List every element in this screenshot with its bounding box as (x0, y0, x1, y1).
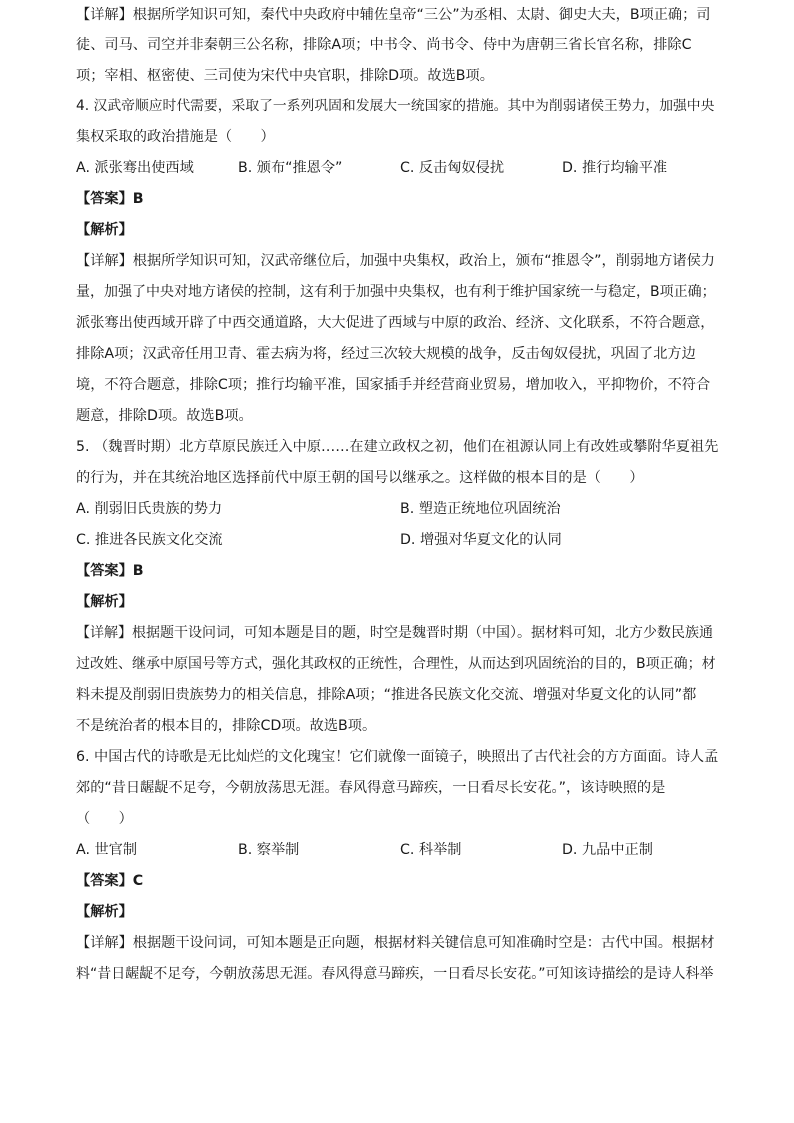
option-b: B. 察举制 (238, 842, 300, 858)
question-5-stem: 5. （魏晋时期）北方草原民族迁入中原……在建立政权之初，他们在祖源认同上有改姓或攀附华夏祖先 (76, 439, 719, 455)
option-c: C. 推进各民族文化交流 (76, 532, 223, 548)
answer-label: 【答案】B (76, 563, 144, 579)
text-line: 徒、司马、司空并非秦朝三公名称，排除A项；中书令、尚书令、侍中为唐朝三省长官名称，排除C (76, 37, 692, 53)
text-line: 【详解】根据题干设问词，可知本题是目的题，时空是魏晋时期（中国）。据材料可知，北方少数民族通 (76, 625, 713, 641)
option-d: D. 推行均输平准 (562, 160, 668, 176)
text-line: 题意，排除D项。故选B项。 (76, 408, 253, 424)
text-line: 料“昔日龌龊不足夸，今朝放荡思无涯。春风得意马蹄疾，一日看尽长安花。”可知该诗描绘的是诗人科举 (76, 966, 714, 982)
text-line: 项；宰相、枢密使、三司使为宋代中央官职，排除D项。故选B项。 (76, 68, 494, 84)
option-b: B. 颁布“推恩令” (238, 160, 343, 176)
option-a: A. 削弱旧氏贵族的势力 (76, 501, 223, 517)
option-d: D. 增强对华夏文化的认同 (400, 532, 562, 548)
text-line: 不是统治者的根本目的，排除CD项。故选B项。 (76, 718, 377, 734)
text-line: 量，加强了中央对地方诸侯的控制，这有利于加强中央集权，也有利于维护国家统一与稳定，B项正确； (76, 284, 716, 300)
analysis-label: 【解析】 (76, 904, 133, 920)
text-line: 料未提及削弱旧贵族势力的相关信息，排除A项；“推进各民族文化交流、增强对华夏文化的认同”都 (76, 687, 697, 703)
option-a: A. 世官制 (76, 842, 138, 858)
answer-label: 【答案】B (76, 191, 144, 207)
question-6-stem: 郊的“昔日龌龊不足夸，今朝放荡思无涯。春风得意马蹄疾，一日看尽长安花。”，该诗映照的是 (76, 780, 666, 796)
option-a: A. 派张骞出使西域 (76, 160, 194, 176)
option-c: C. 反击匈奴侵扰 (400, 160, 505, 176)
text-line: 境，不符合题意，排除C项；推行均输平准，国家插手并经营商业贸易，增加收入，平抑物价，不符合 (76, 377, 711, 393)
text-line: 【详解】根据题干设问词，可知本题是正向题，根据材料关键信息可知准确时空是：古代中国。根据材 (76, 935, 715, 951)
question-4-stem: 集权采取的政治措施是（ ） (76, 129, 275, 145)
text-line: 【详解】根据所学知识可知，汉武帝继位后，加强中央集权，政治上，颁布“推恩令”，削弱地方诸侯力 (76, 253, 715, 269)
answer-label: 【答案】C (76, 873, 144, 889)
question-6-stem: 6. 中国古代的诗歌是无比灿烂的文化瑰宝！它们就像一面镜子，映照出了古代社会的方方面面。诗人孟 (76, 749, 719, 765)
analysis-label: 【解析】 (76, 222, 133, 238)
question-6-stem: （ ） (76, 811, 133, 827)
option-d: D. 九品中正制 (562, 842, 653, 858)
text-line: 【详解】根据所学知识可知，秦代中央政府中辅佐皇帝“三公”为丞相、太尉、御史大夫，B项正确；司 (76, 7, 711, 23)
option-b: B. 塑造正统地位巩固统治 (400, 501, 561, 517)
option-c: C. 科举制 (400, 842, 462, 858)
text-line: 派张骞出使西域开辟了中西交通道路，大大促进了西域与中原的政治、经济、文化联系，不符合题意， (76, 315, 715, 331)
question-5-stem: 的行为，并在其统治地区选择前代中原王朝的国号以继承之。这样做的根本目的是（ ） (76, 470, 644, 486)
text-line: 过改姓、继承中原国号等方式，强化其政权的正统性，合理性，从而达到巩固统治的目的，B项正确；材 (76, 656, 716, 672)
analysis-label: 【解析】 (76, 594, 133, 610)
question-4-stem: 4. 汉武帝顺应时代需要，采取了一系列巩固和发展大一统国家的措施。其中为削弱诸侯王势力，加强中央 (76, 98, 715, 114)
text-line: 排除A项；汉武帝任用卫青、霍去病为将，经过三次较大规模的战争，反击匈奴侵扰，巩固了北方边 (76, 346, 696, 362)
